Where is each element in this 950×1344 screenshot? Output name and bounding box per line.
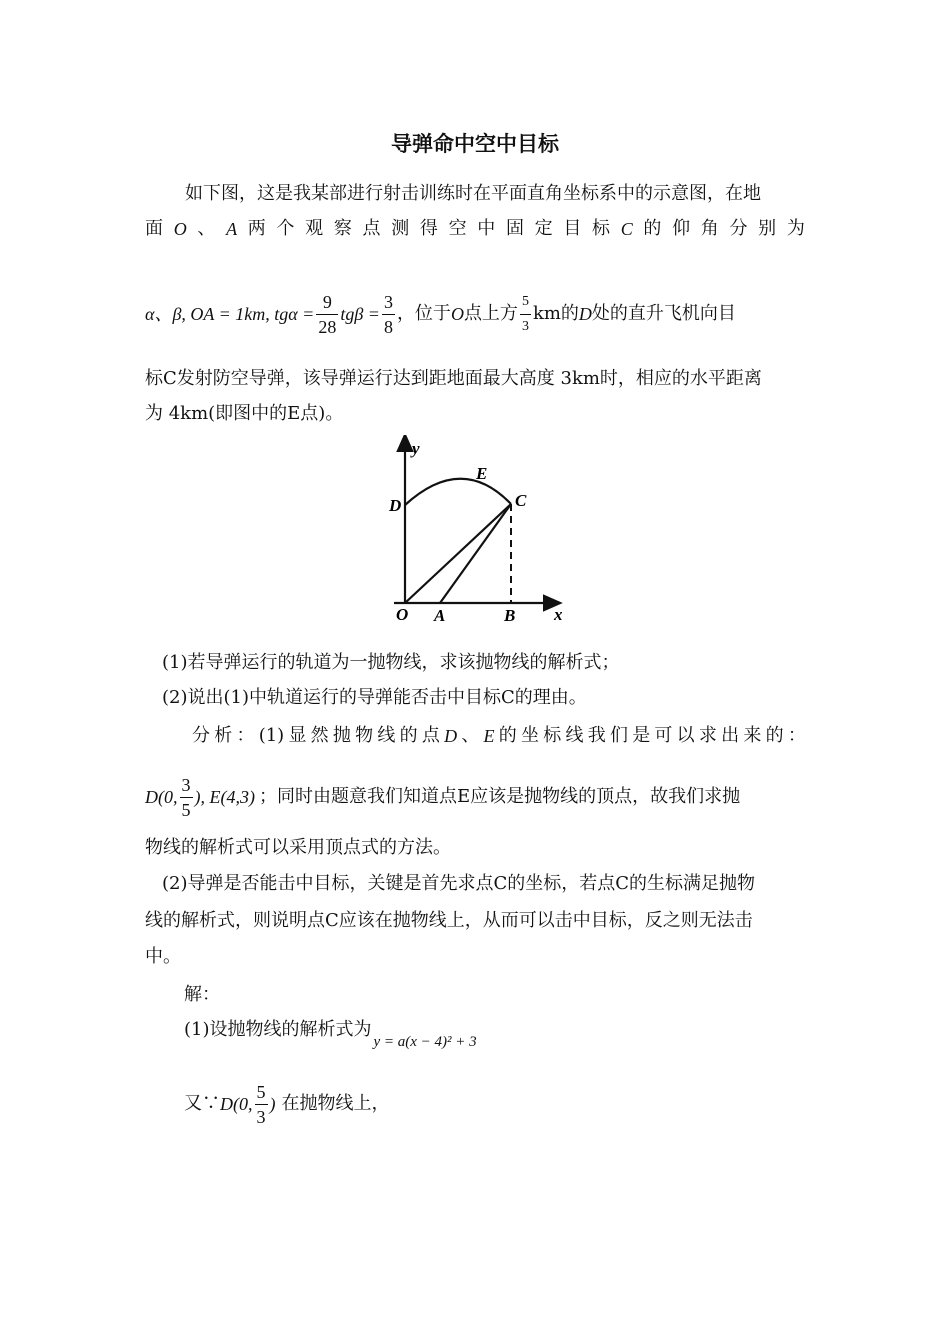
point-o: O	[450, 304, 464, 324]
analysis-line-1	[192, 724, 806, 748]
intro-line-1: 如下图，这是我某部进行射击训练时在平面直角坐标系中的示意图，在地	[185, 183, 761, 204]
analysis-line-2	[145, 773, 740, 821]
intro-char: 目	[563, 218, 582, 239]
text-segment: 在抛物线上，	[281, 1093, 390, 1114]
trajectory-diagram	[370, 435, 580, 625]
intro-char: 别	[758, 218, 777, 239]
analysis-char: 标	[543, 725, 562, 746]
text-segment: 处的直升飞机向目	[591, 303, 736, 324]
tg-beta: tgβ =	[340, 304, 380, 324]
intro-char: 面	[145, 218, 163, 239]
intro-char: 标	[592, 218, 610, 239]
intro-char: 的	[643, 218, 662, 239]
intro-char: 测	[391, 218, 410, 239]
analysis-char: 可	[654, 725, 673, 746]
line-ac	[440, 504, 511, 603]
intro-char: 得	[419, 218, 438, 239]
question-2: (2)说出(1)中轨道运行的导弹能否击中目标C的理由。	[162, 687, 587, 708]
analysis-line-3: 物线的解析式可以采用顶点式的方法。	[145, 837, 451, 858]
analysis-char: ：	[787, 725, 806, 746]
solution-step-1	[184, 1018, 477, 1054]
analysis-char: 坐	[521, 725, 540, 746]
intro-char: 点	[362, 218, 381, 239]
analysis-char: 析	[214, 725, 233, 746]
frac-numerator: 5	[256, 1081, 266, 1102]
text-segment: ，位于	[396, 303, 451, 324]
analysis-char: 以	[676, 725, 695, 746]
intro-line-3	[145, 290, 736, 338]
fraction-5-3-b	[255, 1080, 268, 1129]
label-b: B	[504, 606, 516, 625]
analysis-char: ：	[236, 725, 255, 746]
frac-denominator: 3	[520, 314, 531, 339]
intro-char: 空	[448, 218, 467, 239]
analysis-char: 线	[377, 725, 396, 746]
intro-char: A	[226, 219, 238, 239]
question-1: (1)若导弹运行的轨道为一抛物线，求该抛物线的解析式；	[162, 652, 620, 673]
parabola-formula: y = a(x − 4)² + 3	[373, 1034, 477, 1050]
analysis-char: 的	[765, 725, 784, 746]
label-o: O	[396, 605, 409, 624]
solution-step-2	[184, 1080, 390, 1128]
analysis-p2-line-3: 中。	[145, 946, 181, 967]
intro-line-2	[145, 217, 805, 241]
text-segment: 点上方	[463, 303, 518, 324]
analysis-char: 线	[565, 725, 584, 746]
intro-char: 、	[197, 218, 216, 239]
analysis-char: 的	[498, 725, 517, 746]
fraction-5-3	[520, 290, 531, 339]
frac-denominator: 5	[180, 797, 193, 822]
frac-denominator: 3	[255, 1104, 268, 1129]
analysis-char: 我	[587, 725, 606, 746]
frac-denominator: 28	[316, 314, 338, 339]
label-y: y	[412, 439, 420, 458]
intro-char: 两	[247, 218, 266, 239]
intro-char: 分	[729, 218, 748, 239]
point-d-coord: D(0,	[220, 1094, 253, 1114]
angles-formula: α、β, OA = 1km, tgα =	[145, 304, 315, 324]
text-segment: ；同时由题意我们知道点E应该是抛物线的顶点，故我们求抛	[258, 786, 741, 807]
intro-char: 定	[534, 218, 553, 239]
intro-char: 为	[786, 218, 805, 239]
analysis-char: 来	[743, 725, 762, 746]
solution-label: 解：	[184, 984, 220, 1005]
analysis-char: 是	[632, 725, 651, 746]
because-symbol: 又∵	[184, 1093, 220, 1114]
analysis-char: 分	[192, 725, 210, 746]
label-c: C	[515, 491, 527, 510]
intro-line-4: 标C发射防空导弹，该导弹运行达到距地面最大高度 3km时，相应的水平距离	[145, 368, 762, 389]
fraction-9-28	[316, 290, 338, 339]
label-a: A	[434, 606, 446, 625]
analysis-p2-line-2: 线的解析式，则说明点C应该在抛物线上，从而可以击中目标，反之则无法击	[145, 910, 753, 931]
coord-e: ), E(4,3)	[194, 787, 255, 807]
analysis-p2-line-1: (2)导弹是否能击中目标，关键是首先求点C的坐标，若点C的生标满足抛物	[162, 873, 756, 894]
intro-char: 观	[305, 218, 324, 239]
intro-char: 个	[276, 218, 295, 239]
analysis-char: (1)	[258, 725, 285, 746]
label-d: D	[389, 496, 402, 515]
point-d: D	[578, 304, 592, 324]
line-oc	[405, 504, 511, 603]
analysis-char: 显	[288, 725, 307, 746]
intro-char: 仰	[672, 218, 691, 239]
frac-numerator: 9	[322, 291, 332, 312]
analysis-char: 然	[310, 725, 329, 746]
page-title: 导弹命中空中目标	[391, 131, 559, 156]
intro-line-5: 为 4km(即图中的E点)。	[145, 403, 344, 424]
parabola-curve	[405, 479, 511, 505]
label-x: x	[554, 605, 563, 624]
analysis-char: 的	[399, 725, 418, 746]
text-segment: (1)设抛物线的解析式为	[184, 1019, 372, 1040]
frac-numerator: 3	[383, 291, 393, 312]
text-segment: km的	[532, 303, 579, 324]
frac-numerator: 5	[521, 293, 529, 309]
analysis-char: 、	[461, 725, 480, 746]
analysis-char: 点	[421, 725, 440, 746]
intro-char: C	[620, 219, 633, 239]
intro-char: O	[173, 219, 187, 239]
analysis-char: 们	[609, 725, 628, 746]
analysis-char: 物	[355, 725, 374, 746]
analysis-char: D	[444, 726, 458, 746]
intro-char: 察	[333, 218, 352, 239]
intro-char: 固	[505, 218, 524, 239]
fraction-3-5	[180, 773, 193, 822]
intro-char: 中	[477, 218, 496, 239]
analysis-char: 出	[721, 725, 740, 746]
analysis-char: E	[483, 726, 495, 746]
fraction-3-8	[382, 290, 395, 339]
close-paren: )	[269, 1094, 276, 1114]
label-e: E	[476, 464, 488, 483]
analysis-char: 抛	[332, 725, 351, 746]
frac-denominator: 8	[382, 314, 395, 339]
analysis-char: 求	[698, 725, 717, 746]
coord-d: D(0,	[145, 787, 178, 807]
frac-numerator: 3	[181, 774, 191, 795]
intro-char: 角	[700, 218, 719, 239]
